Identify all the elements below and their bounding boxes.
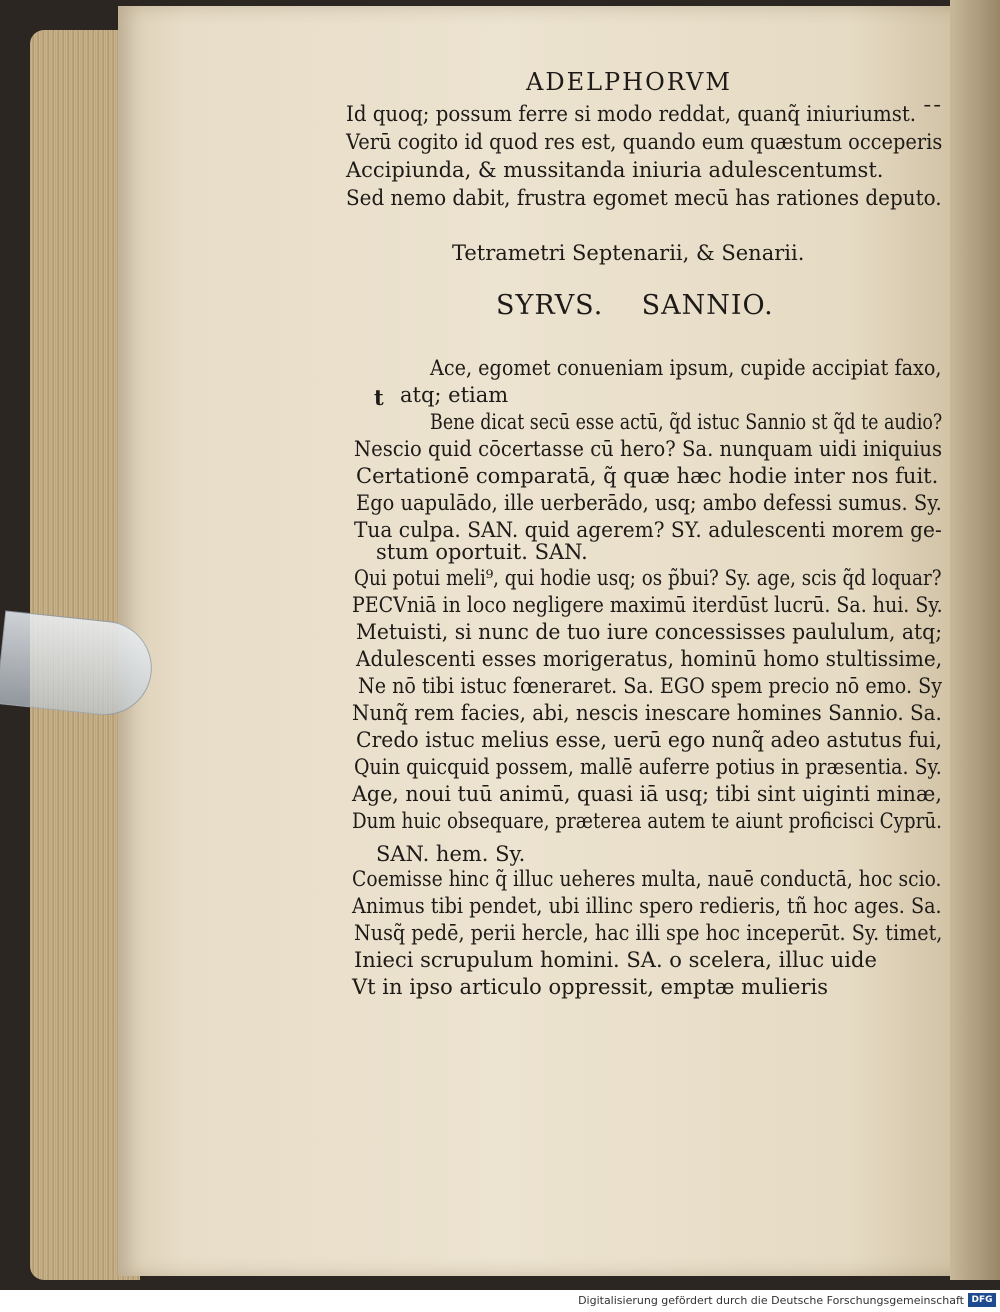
verse-line: Adulescenti esses morigeratus, hominū homo stultissime, — [356, 647, 943, 671]
verse-line: atq; etiam — [400, 383, 509, 407]
verse-line: Animus tibi pendet, ubi illinc spero redieris, tñ hoc ages. Sa. — [352, 894, 942, 918]
verse-line: Bene dicat secū esse actū, q̃d istuc Sannio st q̃d te audio? — [430, 410, 943, 434]
verse-line: PECVniā in loco negligere maximū iterdūst lucrū. Sa. hui. Sy. — [352, 593, 943, 617]
verse-line: Accipiunda, & mussitanda iniuria adulescentumst. — [346, 158, 884, 182]
facing-page-edge — [950, 0, 1000, 1280]
verse-line: Ego uapulādo, ille uerberādo, usq; ambo defessi sumus. Sy. — [356, 491, 942, 515]
verse-line: Vt in ipso articulo oppressit, emptæ mulieris — [352, 975, 829, 999]
verse-line: Certationē comparatā, q̃ quæ hæc hodie inter nos fuit. — [356, 464, 939, 488]
verse-line: Credo istuc melius esse, uerū ego nunq̃ adeo astutus fui, — [356, 728, 943, 752]
verse-line: Quin quicquid possem, mallē auferre potius in præsentia. Sy. — [354, 755, 942, 779]
verse-line: stum oportuit. SAN. — [376, 540, 588, 564]
verse-line: Tua culpa. SAN. quid agerem? SY. adulescenti morem ge- — [354, 518, 942, 542]
verse-line: Ne nō tibi istuc fœneraret. Sa. EGO spem precio nō emo. Sy — [358, 674, 943, 698]
meter-heading: Tetrametri Septenarii, & Senarii. — [452, 241, 805, 265]
verse-line: Metuisti, si nunc de tuo iure concessisses paululum, atq; — [356, 620, 943, 644]
verse-line: Coemisse hinc q̃ illuc ueheres multa, nauē conductā, hoc scio. — [352, 867, 942, 891]
speakers-heading: SYRVS. SANNIO. — [496, 290, 774, 321]
verse-line: Id quoq; possum ferre si modo reddat, quanq̃ iniuriumst. ˉˉ — [346, 102, 943, 126]
verse-line: Age, noui tuū animū, quasi iā usq; tibi sint uiginti minæ, — [352, 782, 942, 806]
footer-credit: Digitalisierung gefördert durch die Deutsche Forschungsgemeinschaft — [578, 1294, 964, 1307]
verse-line: SAN. hem. Sy. — [376, 842, 526, 866]
verse-line: Nunq̃ rem facies, abi, nescis inescare homines Sannio. Sa. — [352, 701, 942, 725]
verse-line: Sed nemo dabit, frustra egomet mecū has rationes deputo. — [346, 186, 942, 210]
margin-mark: t — [374, 385, 384, 410]
verse-line: Nusq̃ pedē, perii hercle, hac illi spe hoc inceperūt. Sy. timet, — [354, 921, 943, 945]
verse-line: Qui potui meli⁹, qui hodie usq; os p̃bui? Sy. age, scis q̃d loquar? — [354, 566, 942, 590]
running-head: ADELPHORVM — [526, 68, 732, 96]
verse-line: Nescio quid cōcertasse cū hero? Sa. nunquam uidi iniquius — [354, 437, 942, 461]
dfg-logo: DFG — [968, 1293, 996, 1307]
verse-line: Inieci scrupulum homini. SA. o scelera, illuc uide — [354, 948, 877, 972]
verse-line: Dum huic obsequare, præterea autem te aiunt proficisci Cyprū. — [352, 809, 942, 833]
verse-line: Ace, egomet conueniam ipsum, cupide accipiat faxo, — [430, 356, 942, 380]
verse-line: Verū cogito id quod res est, quando eum quæstum occeperis — [346, 130, 943, 154]
